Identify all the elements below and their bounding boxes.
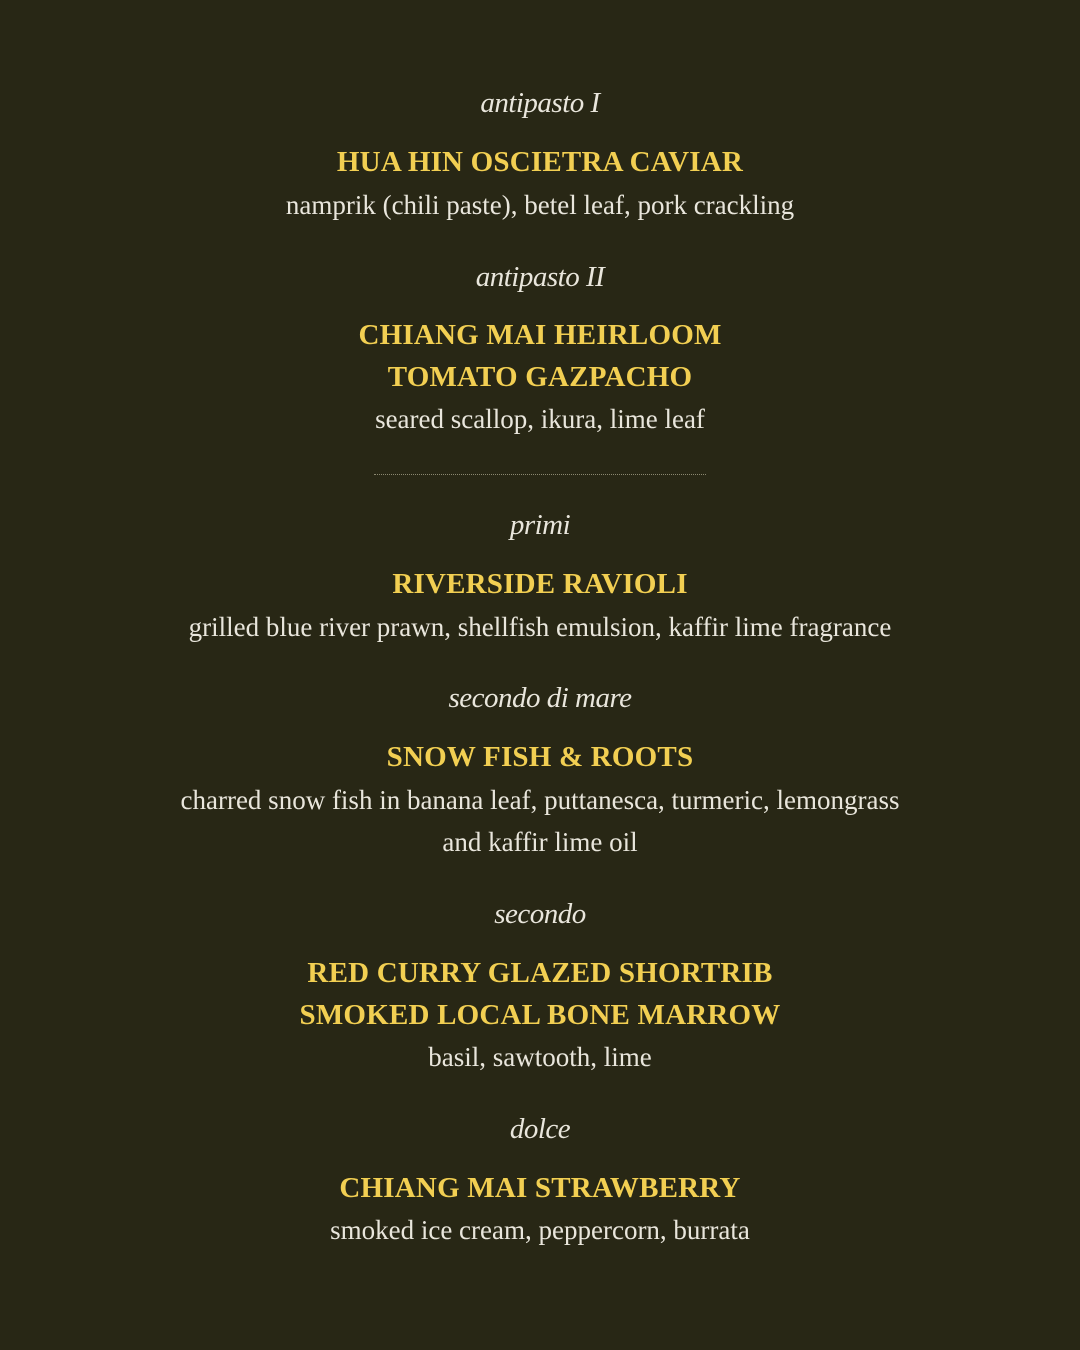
course-title-secondo-di-mare: secondo di mare — [448, 682, 632, 714]
dish-name-gazpacho-line-2: TOMATO GAZPACHO — [387, 361, 693, 393]
course-title-antipasto-2: antipasto II — [475, 261, 605, 293]
dish-name-gazpacho-line-1: CHIANG MAI HEIRLOOM — [358, 319, 722, 351]
dish-description-snow-fish-line-1: charred snow fish in banana leaf, puttanesca, turmeric, lemongrass — [180, 785, 900, 815]
dish-description-snow-fish-line-2: and kaffir lime oil — [442, 827, 638, 857]
dish-description-gazpacho: seared scallop, ikura, lime leaf — [375, 404, 705, 434]
dish-name-strawberry: CHIANG MAI STRAWBERRY — [339, 1172, 741, 1204]
section-divider — [374, 474, 706, 475]
course-title-dolce: dolce — [509, 1113, 571, 1145]
dish-description-shortrib: basil, sawtooth, lime — [428, 1042, 652, 1072]
dish-name-caviar: HUA HIN OSCIETRA CAVIAR — [336, 146, 744, 178]
dish-name-shortrib-line-2: SMOKED LOCAL BONE MARROW — [299, 999, 781, 1031]
dish-name-snow-fish: SNOW FISH & ROOTS — [386, 741, 694, 773]
course-title-primi: primi — [509, 509, 571, 541]
course-title-antipasto-1: antipasto I — [480, 87, 600, 119]
dish-name-shortrib-line-1: RED CURRY GLAZED SHORTRIB — [307, 957, 773, 989]
dish-description-caviar: namprik (chili paste), betel leaf, pork crackling — [285, 190, 795, 220]
course-title-secondo: secondo — [494, 898, 586, 930]
dish-description-strawberry: smoked ice cream, peppercorn, burrata — [330, 1215, 750, 1245]
dish-name-ravioli: RIVERSIDE RAVIOLI — [392, 568, 688, 600]
dish-description-ravioli: grilled blue river prawn, shellfish emulsion, kaffir lime fragrance — [188, 612, 892, 642]
